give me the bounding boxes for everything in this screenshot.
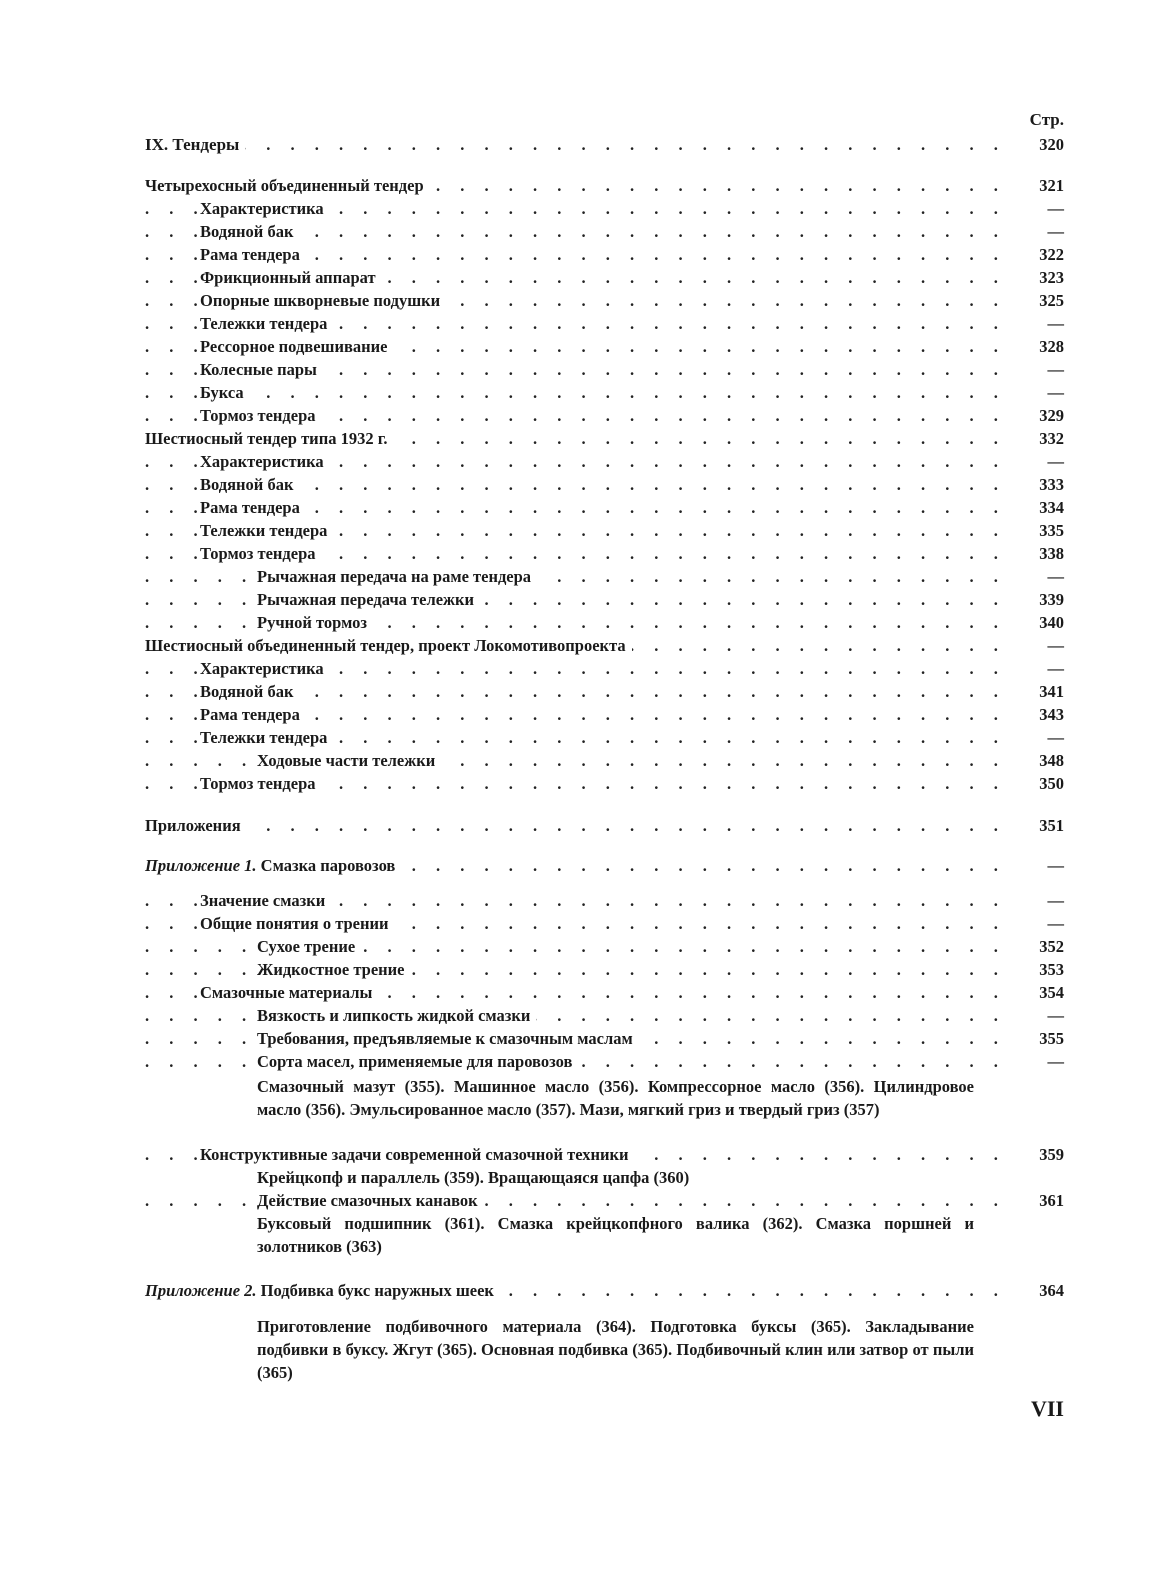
toc-entry-page: 341 [1039, 682, 1064, 701]
toc-entry-title: Жидкостное трение [257, 958, 411, 981]
toc-entry [0, 197, 1163, 220]
toc-entry-title: Рама тендера [200, 496, 306, 519]
toc-entry-title: Колесные пары [200, 358, 323, 381]
toc-entry-page: — [1047, 567, 1064, 586]
toc-entry-page: 323 [1039, 268, 1064, 287]
toc-entry-title: Тормоз тендера [200, 772, 322, 795]
appendix1-title [145, 854, 401, 877]
toc-entry-title: Шестиосный тендер типа 1932 г. [145, 427, 393, 450]
toc-entry [0, 680, 1163, 703]
toc-entry [0, 912, 1163, 935]
toc-entry-title: Рычажная передача тележки [257, 588, 480, 611]
toc-entry-page: 325 [1039, 291, 1064, 310]
toc-entry-page: 361 [1039, 1191, 1064, 1210]
toc-entry [0, 772, 1163, 795]
page-number: — [1047, 856, 1064, 875]
leader-dots [145, 133, 1008, 156]
toc-entry [0, 1189, 1163, 1212]
appendices-title: Приложения [145, 814, 247, 837]
toc-entry [0, 1143, 1163, 1166]
toc-entry-page: 343 [1039, 705, 1064, 724]
toc-entry-page: 329 [1039, 406, 1064, 425]
toc-entry-page: 334 [1039, 498, 1064, 517]
page-column-header: Стр. [1029, 110, 1064, 129]
appendix2-name: Подбивка букс наружных шеек [260, 1281, 494, 1300]
toc-entry-title: Тормоз тендера [200, 542, 322, 565]
chapter-heading [0, 133, 1163, 156]
appendix1-axlebox-paragraph: Буксовый подшипник (361). Смазка крейцкопфного валика (362). Смазка поршней и золотников (363) [257, 1214, 974, 1256]
toc-entry-title: Характеристика [200, 657, 330, 680]
toc-entry-page: 354 [1039, 983, 1064, 1002]
appendix1-heading [0, 854, 1163, 877]
toc-entry-page: — [1047, 452, 1064, 471]
toc-entry-page: — [1047, 1052, 1064, 1071]
toc-entry-page: — [1047, 314, 1064, 333]
toc-entry-title: Рессорное подвешивание [200, 335, 393, 358]
toc-entry-title: Рама тендера [200, 243, 306, 266]
toc-entry-title: Сорта масел, применяемые для паровозов [257, 1050, 578, 1073]
toc-entry [0, 1050, 1163, 1073]
toc-entry-page: 348 [1039, 751, 1064, 770]
toc-entry-title: Тележки тендера [200, 519, 333, 542]
toc-entry-page: 332 [1039, 429, 1064, 448]
toc-entry-title: Тормоз тендера [200, 404, 322, 427]
toc-entry-title: Вязкость и липкость жидкой смазки [257, 1004, 536, 1027]
page-number: 320 [1039, 135, 1064, 154]
appendix1-oils-paragraph: Смазочный мазут (355). Машинное масло (356). Компрессорное масло (356). Цилиндровое масло (356). Эмульсированное масло (357). Мази, мягкий гриз и твердый гриз (357) [257, 1077, 974, 1119]
toc-entry-title: Ходовые части тележки [257, 749, 441, 772]
toc-entry [0, 1004, 1163, 1027]
toc-entry-title: Ручной тормоз [257, 611, 373, 634]
toc-entry-title: Общие понятия о трении [200, 912, 395, 935]
toc-entry-title: Значение смазки [200, 889, 331, 912]
toc-entry-page: — [1047, 728, 1064, 747]
toc-entry-page: — [1047, 360, 1064, 379]
toc-entry [0, 542, 1163, 565]
toc-entry [0, 611, 1163, 634]
toc-entry-title: Действие смазочных канавок [257, 1189, 484, 1212]
toc-entry [0, 174, 1163, 197]
toc-entry [0, 889, 1163, 912]
toc-entry-page: 321 [1039, 176, 1064, 195]
toc-entry [0, 657, 1163, 680]
toc-entry-page: 322 [1039, 245, 1064, 264]
toc-entry-page: 333 [1039, 475, 1064, 494]
toc-entry-title: Сухое трение [257, 935, 361, 958]
toc-entry-title: Рычажная передача на раме тендера [257, 565, 537, 588]
toc-entry-title: Водяной бак [200, 220, 299, 243]
toc-entry [0, 958, 1163, 981]
toc-entry [0, 358, 1163, 381]
page-number: 364 [1039, 1281, 1064, 1300]
toc-entry-page: 359 [1039, 1145, 1064, 1164]
toc-entry-page: — [1047, 891, 1064, 910]
toc-entry [0, 243, 1163, 266]
toc-entry-title: Конструктивные задачи современной смазочной техники [200, 1143, 635, 1166]
toc-entry [0, 726, 1163, 749]
toc-entry [0, 404, 1163, 427]
toc-entry [0, 312, 1163, 335]
appendix2-title [145, 1279, 500, 1302]
appendix1-crosshead-paragraph: Крейцкопф и параллель (359). Вращающаяся цапфа (360) [257, 1168, 690, 1187]
toc-entry-page: 338 [1039, 544, 1064, 563]
toc-entry-title: Водяной бак [200, 473, 299, 496]
toc-entry [0, 381, 1163, 404]
toc-entry [0, 749, 1163, 772]
toc-entry-title: Фрикционный аппарат [200, 266, 382, 289]
toc-entry [0, 427, 1163, 450]
leader-dots [145, 814, 1008, 837]
appendices-heading [0, 814, 1163, 837]
chapter-title: IX. Тендеры [145, 133, 245, 156]
toc-entry [0, 473, 1163, 496]
appendix1-label: Приложение 1. [145, 856, 257, 875]
toc-entry [0, 289, 1163, 312]
toc-entry-page: 335 [1039, 521, 1064, 540]
toc-entry-page: 328 [1039, 337, 1064, 356]
toc-entry [0, 519, 1163, 542]
toc-entry-title: Опорные шкворневые подушки [200, 289, 446, 312]
toc-entry-page: — [1047, 1006, 1064, 1025]
toc-entry [0, 266, 1163, 289]
toc-entry-page: 352 [1039, 937, 1064, 956]
toc-entry-page: 350 [1039, 774, 1064, 793]
toc-entry-title: Характеристика [200, 450, 330, 473]
toc-entry-page: 353 [1039, 960, 1064, 979]
toc-entry [0, 703, 1163, 726]
toc-entry-page: — [1047, 914, 1064, 933]
toc-entry [0, 496, 1163, 519]
toc-entry-page: — [1047, 659, 1064, 678]
toc-entry-title: Тележки тендера [200, 312, 333, 335]
toc-entry-page: 339 [1039, 590, 1064, 609]
toc-entry-title: Рама тендера [200, 703, 306, 726]
toc-entry-title: Водяной бак [200, 680, 299, 703]
toc-entry-title: Требования, предъявляемые к смазочным маслам [257, 1027, 639, 1050]
toc-entry [0, 565, 1163, 588]
toc-entry-title: Тележки тендера [200, 726, 333, 749]
appendix2-heading [0, 1279, 1163, 1302]
toc-entry [0, 935, 1163, 958]
toc-entry-title: Четырехосный объединенный тендер [145, 174, 430, 197]
appendix1-name: Смазка паровозов [260, 856, 396, 875]
toc-entry [0, 450, 1163, 473]
toc-entry-page: — [1047, 383, 1064, 402]
toc-entry-page: — [1047, 199, 1064, 218]
toc-entry-title: Шестиосный объединенный тендер, проект Локомотивопроекта [145, 634, 632, 657]
toc-entry [0, 220, 1163, 243]
leader-dots [145, 381, 1008, 404]
appendix2-label: Приложение 2. [145, 1281, 257, 1300]
toc-entry [0, 1027, 1163, 1050]
toc-entry-title: Смазочные материалы [200, 981, 378, 1004]
folio-page-number: VII [1030, 1396, 1064, 1421]
toc-entry [0, 335, 1163, 358]
toc-entry-page: — [1047, 222, 1064, 241]
page-number: 351 [1039, 816, 1064, 835]
toc-entry-title: Букса [200, 381, 250, 404]
toc-entry [0, 634, 1163, 657]
appendix2-paragraph: Приготовление подбивочного материала (364). Подготовка буксы (365). Закладывание подбивки в буксу. Жгут (365). Основная подбивка (365). Подбивочный клин или затвор от пыли (365) [257, 1317, 974, 1382]
toc-entry-page: 355 [1039, 1029, 1064, 1048]
toc-entry-title: Характеристика [200, 197, 330, 220]
toc-entry [0, 981, 1163, 1004]
toc-entry-page: 340 [1039, 613, 1064, 632]
toc-entry [0, 588, 1163, 611]
toc-entry-page: — [1047, 636, 1064, 655]
